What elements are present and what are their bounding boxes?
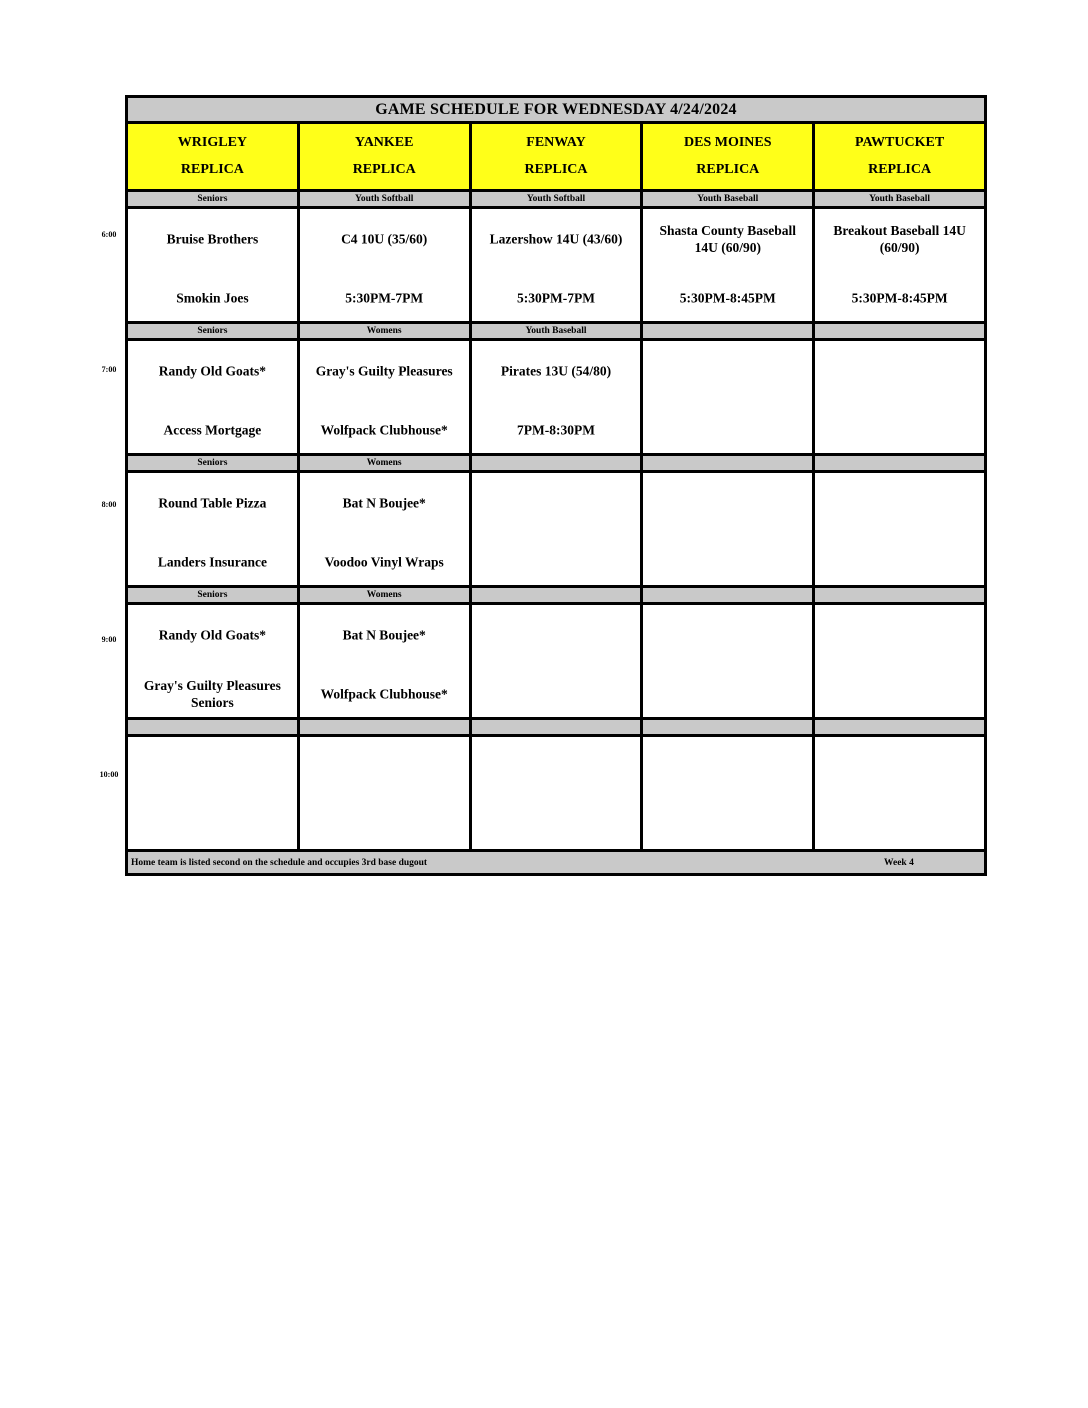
- game-cell: [300, 209, 472, 324]
- game-line-bottom: 5:30PM-7PM: [517, 290, 595, 306]
- division-label: Youth Baseball: [815, 192, 984, 209]
- game-cell: [643, 341, 815, 456]
- game-line-top: Bat N Boujee*: [342, 495, 426, 511]
- game-row: [128, 209, 984, 324]
- schedule-title: GAME SCHEDULE FOR WEDNESDAY 4/24/2024: [128, 98, 984, 124]
- field-name: PAWTUCKET: [854, 135, 945, 150]
- division-row: [128, 324, 984, 341]
- field-sub: REPLICA: [696, 162, 760, 177]
- game-line-top: Shasta County Baseball 14U (60/90): [659, 223, 797, 255]
- division-label: [472, 588, 644, 605]
- game-row: [128, 737, 984, 852]
- game-line-bottom: Smokin Joes: [176, 290, 249, 306]
- division-label: [643, 456, 815, 473]
- game-line-top: Randy Old Goats*: [158, 627, 267, 643]
- game-cell: [643, 737, 815, 852]
- field-header-fenway: [472, 124, 644, 192]
- division-label: [815, 720, 984, 737]
- game-cell: [472, 341, 644, 456]
- game-cell: [472, 605, 644, 720]
- game-line-bottom: Landers Insurance: [157, 554, 267, 570]
- field-name: DES MOINES: [684, 135, 772, 150]
- game-line-top: Breakout Baseball 14U (60/90): [833, 223, 966, 255]
- division-label: [815, 588, 984, 605]
- game-cell: [300, 341, 472, 456]
- division-row: [128, 456, 984, 473]
- game-line-bottom: 5:30PM-8:45PM: [679, 290, 776, 306]
- game-cell: [128, 473, 300, 588]
- game-cell: [128, 605, 300, 720]
- division-label: [300, 720, 472, 737]
- game-cell: [300, 737, 472, 852]
- game-line-top: Gray's Guilty Pleasures: [315, 363, 453, 379]
- home-team-note: Home team is listed second on the schedule and occupies 3rd base dugout: [131, 857, 428, 868]
- game-cell: [472, 737, 644, 852]
- division-label: Youth Baseball: [643, 192, 815, 209]
- field-name: FENWAY: [526, 135, 586, 150]
- schedule-sheet: [125, 95, 987, 876]
- field-sub: REPLICA: [352, 162, 416, 177]
- game-row: [128, 341, 984, 456]
- division-row: [128, 192, 984, 209]
- game-line-bottom: 5:30PM-7PM: [345, 290, 424, 306]
- field-sub: REPLICA: [868, 162, 932, 177]
- division-label: [472, 720, 644, 737]
- field-header-pawtucket: [815, 124, 984, 192]
- week-label: Week 4: [884, 857, 914, 868]
- division-label: Seniors: [128, 324, 300, 341]
- time-label: 9:00: [101, 635, 117, 644]
- field-header-wrigley: [128, 124, 300, 192]
- game-line-top: C4 10U (35/60): [341, 231, 428, 247]
- game-cell: [643, 473, 815, 588]
- game-line-bottom: 7PM-8:30PM: [517, 422, 595, 438]
- time-slots: [128, 192, 984, 852]
- game-cell: [472, 473, 644, 588]
- division-label: [815, 324, 984, 341]
- division-label: Youth Softball: [472, 192, 644, 209]
- game-line-top: Lazershow 14U (43/60): [489, 231, 623, 247]
- game-line-top: Bruise Brothers: [166, 231, 259, 247]
- division-label: Womens: [300, 456, 472, 473]
- game-row: [128, 473, 984, 588]
- game-cell: [815, 737, 984, 852]
- game-line-top: Randy Old Goats*: [158, 363, 267, 379]
- game-cell: [128, 341, 300, 456]
- game-line-bottom: Access Mortgage: [163, 422, 262, 438]
- schedule-footer: [128, 852, 984, 873]
- division-label: [643, 720, 815, 737]
- division-label: Youth Baseball: [472, 324, 644, 341]
- game-line-top: Bat N Boujee*: [342, 627, 426, 643]
- division-label: Youth Softball: [300, 192, 472, 209]
- game-cell: [643, 209, 815, 324]
- game-line-bottom: Wolfpack Clubhouse*: [320, 422, 448, 438]
- game-row: [128, 605, 984, 720]
- division-label: [643, 588, 815, 605]
- game-line-bottom: Wolfpack Clubhouse*: [320, 686, 448, 702]
- game-cell: [815, 341, 984, 456]
- game-cell: [815, 605, 984, 720]
- field-name: WRIGLEY: [177, 135, 248, 150]
- game-cell: [300, 473, 472, 588]
- field-sub: REPLICA: [524, 162, 588, 177]
- time-label: 10:00: [99, 770, 119, 779]
- division-row: [128, 720, 984, 737]
- game-cell: [472, 209, 644, 324]
- field-name: YANKEE: [354, 135, 414, 150]
- game-cell: [815, 473, 984, 588]
- division-label: [643, 324, 815, 341]
- game-cell: [128, 209, 300, 324]
- division-row: [128, 588, 984, 605]
- division-label: Seniors: [128, 192, 300, 209]
- game-line-top: Pirates 13U (54/80): [500, 363, 612, 379]
- division-label: Womens: [300, 588, 472, 605]
- game-cell: [643, 605, 815, 720]
- game-line-bottom: Gray's Guilty Pleasures Seniors: [143, 678, 281, 710]
- field-header-row: [128, 124, 984, 192]
- division-label: [472, 456, 644, 473]
- division-label: [128, 720, 300, 737]
- game-line-top: Round Table Pizza: [158, 495, 267, 511]
- game-cell: [815, 209, 984, 324]
- game-cell: [128, 737, 300, 852]
- division-label: Womens: [300, 324, 472, 341]
- game-line-bottom: 5:30PM-8:45PM: [851, 290, 948, 306]
- division-label: Seniors: [128, 456, 300, 473]
- division-label: [815, 456, 984, 473]
- time-label: 7:00: [101, 365, 117, 374]
- field-header-des-moines: [643, 124, 815, 192]
- division-label: Seniors: [128, 588, 300, 605]
- game-cell: [300, 605, 472, 720]
- field-header-yankee: [300, 124, 472, 192]
- time-label: 6:00: [101, 230, 117, 239]
- game-line-bottom: Voodoo Vinyl Wraps: [324, 554, 444, 570]
- time-label: 8:00: [101, 500, 117, 509]
- field-sub: REPLICA: [180, 162, 244, 177]
